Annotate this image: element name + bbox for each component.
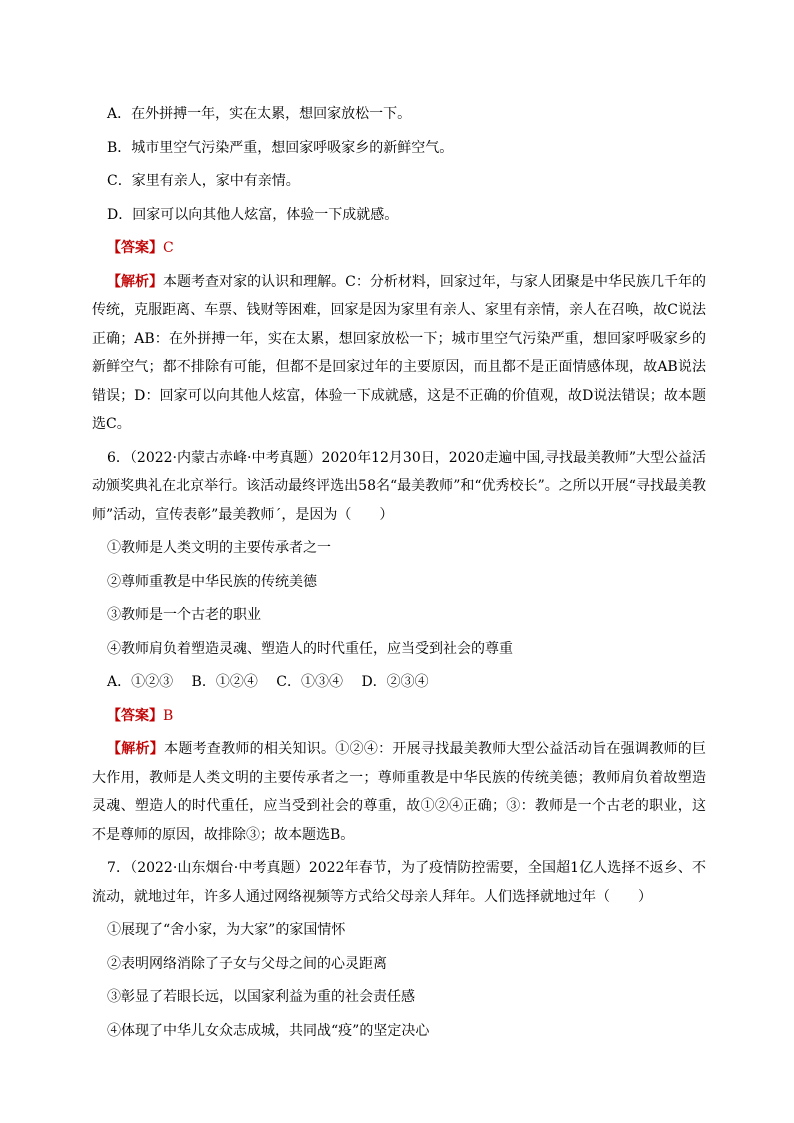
answer-line-5 — [92, 234, 706, 263]
option-a: A．在外拼搏一年，实在太累，想回家放松一下。 — [107, 106, 412, 122]
q6-statement-4: ④教师肩负着塑造灵魂、塑造人的时代重任，应当受到社会的尊重 — [107, 640, 513, 657]
q7-statement-3: ③彰显了若眼长远，以国家利益为重的社会责任感 — [107, 989, 415, 1005]
answer-label: 【答案】 — [107, 707, 163, 724]
q7-statement-1: ①展现了“舍小家，为大家”的家国情怀 — [107, 922, 346, 938]
option-c: C．家里有亲人，家中有亲情。 — [107, 173, 300, 189]
option-d: D．回家可以向其他人炫富，体验一下成就感。 — [107, 206, 399, 223]
q6-statement-3: ③教师是一个古老的职业 — [107, 607, 261, 623]
option-b: B．城市里空气污染严重，想回家呼吸家乡的新鲜空气。 — [107, 139, 454, 156]
answer-line-6 — [92, 702, 706, 731]
page-content — [92, 100, 706, 1050]
q6-statement-2: ②尊师重教是中华民族的传统美德 — [107, 573, 317, 590]
q7-statement-2: ②表明网络消除了子女与父母之间的心灵距离 — [107, 955, 387, 972]
q6-statement-1: ①教师是人类文明的主要传承者之一 — [107, 540, 331, 556]
q7-statement-4: ④体现了中华儿女众志成城，共同战“疫”的坚定决心 — [107, 1022, 430, 1039]
question-7-stem: 7．（2022·山东烟台·中考真题）2022年春节，为了疫情防控需要，全国超1亿人选择不返乡、不流动，就地过年，许多人通过网络视频等方式给父母亲人拜年。人们选择就地过年（ ） — [92, 860, 706, 905]
analysis-label: 【解析】 — [107, 741, 165, 757]
analysis-paragraph-5 — [92, 268, 706, 439]
analysis-text: 本题考查对家的认识和理解。C：分析材料，回家过年，与家人团聚是中华民族几千年的传统，克服距离、车票、钱财等困难，回家是因为家里有亲人、家里有亲情，亲人在召唤，故C说法正确；AB：在外拼搏一年，实在太累，想回家放松一下；城市里空气污染严重，想回家呼吸家乡的新鲜空气；都不排除有可能，但都不是回家过年的主要原因，而且都不是正面情感体现，故AB说法错误；D：回家可以向其他人炫富，体验一下成就感，这是不正确的价值观，故D说法错误；故本题选C。 — [92, 273, 706, 432]
answer-label: 【答案】 — [107, 240, 163, 256]
analysis-label: 【解析】 — [107, 273, 164, 290]
analysis-paragraph-6 — [92, 735, 706, 849]
answer-value: C — [163, 240, 174, 256]
q6-options: A．①②③ B．①②④ C．①③④ D．②③④ — [107, 674, 429, 690]
analysis-text: 本题考查教师的相关知识。①②④：开展寻找最美教师大型公益活动旨在强调教师的巨大作用，教师是人类文明的主要传承者之一；尊师重教是中华民族的传统美德；教师肩负着故塑造灵魂、塑造人的时代重任，应当受到社会的尊重，故①②④正确；③：教师是一个古老的职业，这不是尊师的原因，故排除③；故本题选B。 — [92, 741, 706, 843]
answer-value: B — [163, 707, 174, 724]
question-6-stem: 6．（2022·内蒙古赤峰·中考真题）2020年12月30日，2020走遍中国,寻找最美教师”大型公益活动颁奖典礼在北京举行。该活动最终评选出58名“最美教师”和“优秀校长”。之所以开展“寻找最美教师”活动，宣传表彰”最美教师ˊ，是因为（ ） — [92, 449, 706, 523]
